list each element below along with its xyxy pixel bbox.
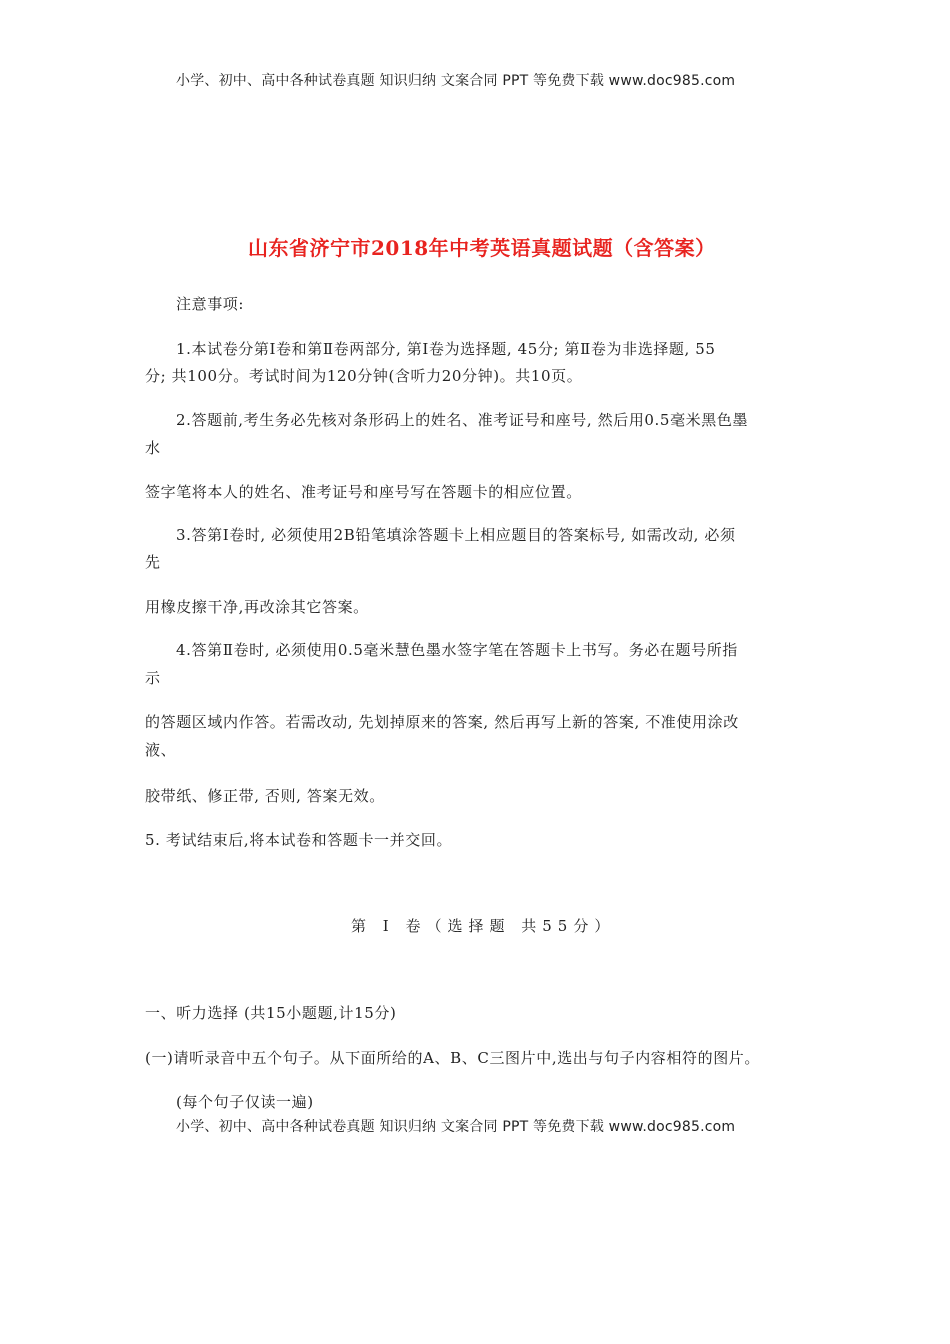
part1-instruction: (一)请听录音中五个句子。从下面所给的A、B、C三图片中,选出与句子内容相符的图片。 (145, 1049, 761, 1067)
notice-1-line-2: 分; 共100分。考试时间为120分钟(含听力20分钟)。共10页。 (145, 367, 583, 385)
notice-3-line-1: 3.答第Ⅰ卷时, 必须使用2B铅笔填涂答题卡上相应题目的答案标号, 如需改动, 必须 (176, 526, 736, 544)
section-title: 第 Ⅰ 卷（选择题 共55分） (351, 917, 616, 935)
notice-5: 5. 考试结束后,将本试卷和答题卡一并交回。 (145, 831, 453, 849)
part1-heading: 一、听力选择 (共15小题题,计15分) (145, 1004, 397, 1022)
document-title: 山东省济宁市2018年中考英语真题试题（含答案） (248, 236, 716, 260)
notice-4-line-4: 液、 (145, 741, 177, 759)
notice-4-line-2: 示 (145, 669, 161, 687)
page-footer: 小学、初中、高中各种试卷真题 知识归纳 文案合同 PPT 等免费下载 www.doc985.com (176, 1119, 736, 1135)
notice-4-line-3: 的答题区域内作答。若需改动, 先划掉原来的答案, 然后再写上新的答案, 不准使用涂改 (145, 713, 739, 731)
notice-2-line-2: 水 (145, 439, 161, 457)
part1-note: (每个句子仅读一遍) (176, 1093, 314, 1111)
notice-4-line-1: 4.答第Ⅱ卷时, 必须使用0.5毫米慧色墨水签字笔在答题卡上书写。务必在题号所指 (176, 641, 738, 659)
notice-3-line-3: 用橡皮擦干净,再改涂其它答案。 (145, 598, 369, 616)
page-header: 小学、初中、高中各种试卷真题 知识归纳 文案合同 PPT 等免费下载 www.doc985.com (176, 73, 736, 89)
notice-4-line-5: 胶带纸、修正带, 否则, 答案无效。 (145, 787, 385, 805)
notice-2-line-3: 签字笔将本人的姓名、准考证号和座号写在答题卡的相应位置。 (145, 483, 582, 501)
notice-heading: 注意事项: (176, 295, 245, 313)
notice-1-line-1: 1.本试卷分第Ⅰ卷和第Ⅱ卷两部分, 第Ⅰ卷为选择题, 45分; 第Ⅱ卷为非选择题, 55 (176, 340, 716, 358)
notice-3-line-2: 先 (145, 553, 161, 571)
notice-2-line-1: 2.答题前,考生务必先核对条形码上的姓名、准考证号和座号, 然后用0.5毫米黑色墨 (176, 411, 749, 429)
